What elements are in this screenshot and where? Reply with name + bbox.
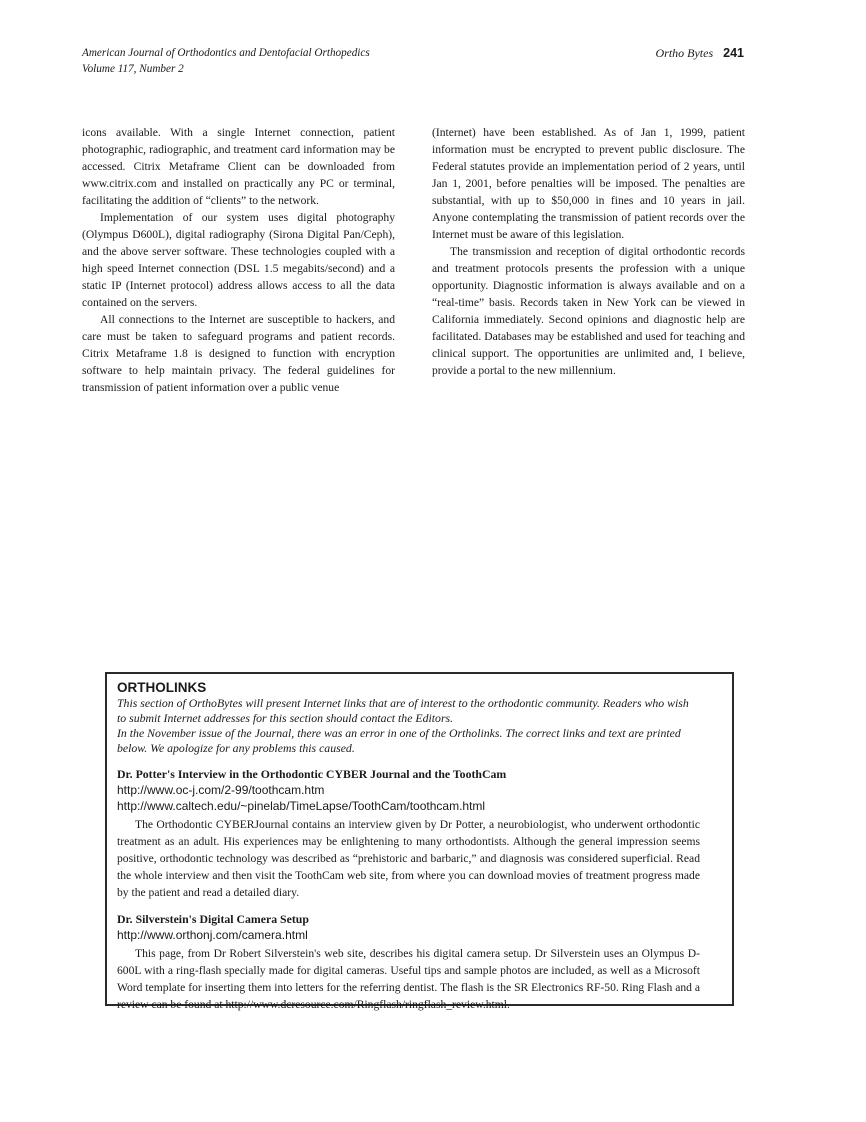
body-column-right [432,124,745,379]
ortholinks-box [105,672,734,1011]
entry-link[interactable]: http://www.caltech.edu/~pinelab/TimeLapse/ToothCam/toothcam.html [117,799,486,813]
paragraph: All connections to the Internet are susceptible to hackers, and care must be taken to safeguard programs and patient records. Citrix Metaframe 1.8 is designed to function with encryption software to help maintain privacy. The federal guidelines for transmission of patient information over a public venue [82,313,395,394]
paragraph: Implementation of our system uses digital photography (Olympus D600L), digital radiography (Sirona Digital Pan/Ceph), and the above server software. These technologies coupled with a high speed Internet connection (DSL 1.5 megabits/second) and a static IP (Internet protocol) address allows access to all the data contained on the servers. [82,211,395,309]
link-entry-silverstein [117,911,700,1013]
journal-volume: Volume 117, Number 2 [82,63,184,75]
entry-title: Dr. Potter's Interview in the Orthodontic CYBER Journal and the ToothCam [117,767,507,781]
entry-link[interactable]: http://www.oc-j.com/2-99/toothcam.htm [117,783,325,797]
section-name: Ortho Bytes [655,46,714,60]
entry-description: This page, from Dr Robert Silverstein's web site, describes his digital camera setup. Dr Silverstein uses an Olympus D-600L with a ring-flash specially made for digital cameras. Useful tips and sample photos are included, as well as a Microsoft Word template for inserting them into letters for the referring dentist. The flash is the SR Electronics RF-50. Ring Flash and a review can be found at http://www.dcresource.com/Ringflash/ringflash_review.html. [117,947,700,1011]
ortholinks-erratum: In the November issue of the Journal, there was an error in one of the Ortholinks. The correct links and text are printed below. We apologize for any problems this caused. [117,726,681,755]
body-column-left [82,124,395,396]
paragraph: icons available. With a single Internet connection, patient photographic, radiographic, and treatment card information may be accessed. Citrix Metaframe Client can be downloaded from www.citrix.com and installed on practically any PC or terminal, facilitating the addition of “clients” to the network. [82,126,395,207]
running-head-journal [82,45,370,77]
paragraph: (Internet) have been established. As of Jan 1, 1999, patient information must be encrypted to prevent public disclosure. The Federal statutes provide an implementation period of 2 years, until Jan 1, 2001, before penalties will be imposed. The penalties are substantial, with up to $50,000 in fines and 10 years in jail. Anyone contemplating the transmission of patient records over the Internet must be aware of this legislation. [432,126,745,241]
paragraph: The transmission and reception of digital orthodontic records and treatment protocols presents the profession with a unique opportunity. Diagnostic information is always available and on a “real-time” basis. Records taken in New York can be viewed in California immediately. Second opinions and diagnostic help are facilitated. Databases may be established and used for teaching and clinical support. The opportunities are unlimited and, I believe, provide a portal to the new millennium. [432,245,745,377]
ortholinks-content [117,680,700,1013]
entry-link[interactable]: http://www.orthonj.com/camera.html [117,928,308,942]
ortholinks-title: ORTHOLINKS [117,680,207,695]
ortholinks-intro: This section of OrthoBytes will present Internet links that are of interest to the orthodontic community. Readers who wish to submit Internet addresses for this section should contact the Editors. [117,696,689,725]
page-number: 241 [723,46,744,60]
link-entry-potter [117,766,700,901]
journal-title: American Journal of Orthodontics and Dentofacial Orthopedics [82,47,370,59]
running-head-section [655,45,744,61]
entry-title: Dr. Silverstein's Digital Camera Setup [117,912,309,926]
entry-description: The Orthodontic CYBERJournal contains an interview given by Dr Potter, a neurobiologist, who underwent orthodontic treatment as an adult. His experiences may be enlightening to many orthodontists. Although the general impression seems positive, orthodontic technology was described as “prehistoric and barbaric,” and diagnosis was considered superficial. Read the whole interview and then visit the ToothCam web site, from where you can download movies of treatment progress made by the patient and read a detailed diary. [117,818,700,899]
